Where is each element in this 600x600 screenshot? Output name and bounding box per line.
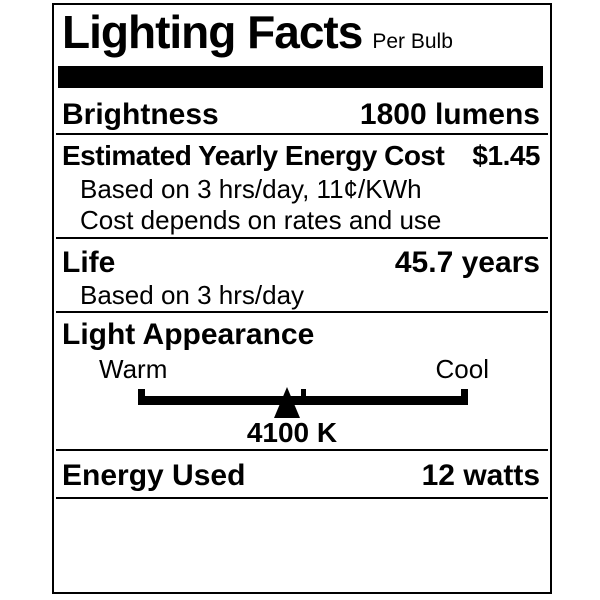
energy-cost-disclaimer-note: Cost depends on rates and use xyxy=(80,205,442,235)
life-label: Life xyxy=(62,246,116,279)
energy-used-value: 12 watts xyxy=(421,459,540,492)
life-basis-note: Based on 3 hrs/day xyxy=(80,280,305,310)
lighting-facts-label xyxy=(52,3,552,594)
section-divider xyxy=(56,237,548,239)
life-value: 45.7 years xyxy=(394,246,540,279)
energy-cost-basis-note: Based on 3 hrs/day, 11¢/KWh xyxy=(80,174,422,204)
brightness-label: Brightness xyxy=(62,98,219,131)
energy-cost-label: Estimated Yearly Energy Cost xyxy=(62,140,445,171)
brightness-row xyxy=(56,100,548,130)
label-title: Lighting Facts xyxy=(62,6,363,58)
header-divider-bar xyxy=(58,66,543,88)
color-temperature-value: 4100 K xyxy=(246,417,338,448)
brightness-value: 1800 lumens xyxy=(359,98,540,131)
energy-cost-value: $1.45 xyxy=(472,140,540,171)
energy-cost-row xyxy=(56,142,548,170)
section-divider xyxy=(56,311,548,313)
scale-warm-label: Warm xyxy=(99,354,168,384)
light-appearance-scale-labels xyxy=(56,356,548,383)
label-subtitle: Per Bulb xyxy=(372,30,453,53)
section-divider xyxy=(56,497,548,499)
color-temp-marker-icon xyxy=(274,387,300,418)
light-appearance-heading: Light Appearance xyxy=(62,318,315,351)
energy-used-label: Energy Used xyxy=(62,459,246,492)
scale-bar xyxy=(138,396,468,405)
section-divider xyxy=(56,449,548,451)
light-appearance-scale xyxy=(56,383,548,447)
section-divider xyxy=(56,133,548,135)
label-header xyxy=(56,6,548,58)
scale-cool-label: Cool xyxy=(435,354,489,384)
life-row xyxy=(56,248,548,278)
energy-used-row xyxy=(56,461,548,491)
